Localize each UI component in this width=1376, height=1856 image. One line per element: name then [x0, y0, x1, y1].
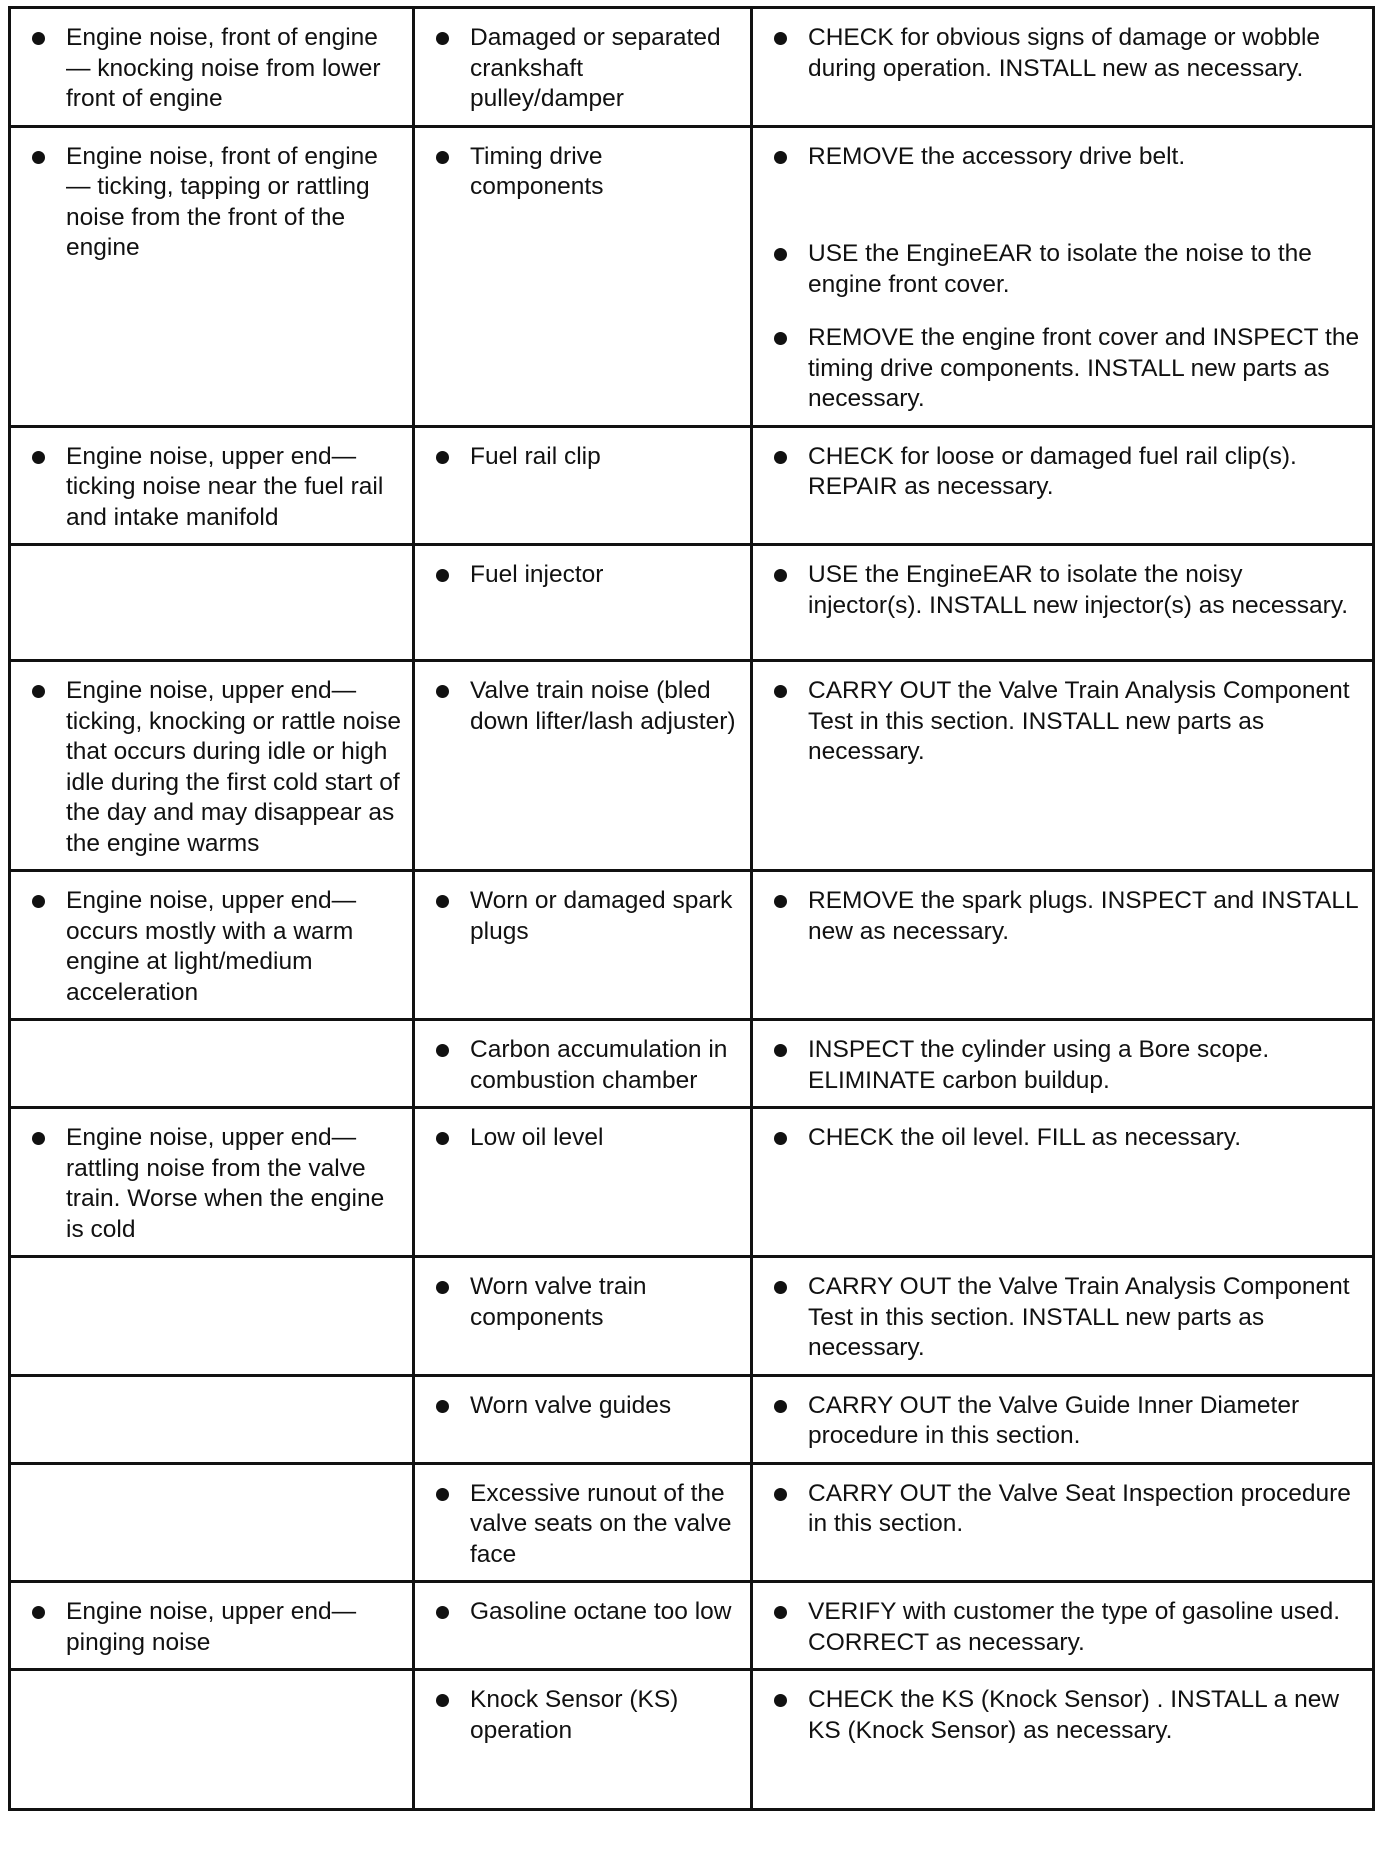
- action-cell: [752, 426, 1374, 545]
- table-row: [10, 1582, 1374, 1670]
- action-cell: [752, 1582, 1374, 1670]
- table-row: [10, 126, 1374, 426]
- source-cell: [414, 1463, 752, 1582]
- action-cell: [752, 8, 1374, 127]
- action-text: CARRY OUT the Valve Guide Inner Diameter procedure in this section.: [763, 1391, 1362, 1452]
- source-text: Valve train noise (bled down lifter/lash adjuster): [425, 676, 740, 737]
- source-text: Damaged or separated crankshaft pulley/damper: [425, 23, 740, 115]
- source-text: Carbon accumulation in combustion chamber: [425, 1035, 740, 1096]
- condition-cell: [10, 1375, 414, 1463]
- source-cell: [414, 1670, 752, 1810]
- condition-text: Engine noise, front of engine— ticking, tapping or rattling noise from the front of the engine: [21, 142, 402, 264]
- source-text: Knock Sensor (KS) operation: [425, 1685, 740, 1746]
- condition-cell: [10, 545, 414, 661]
- condition-cell: [10, 1108, 414, 1257]
- action-cell: [752, 1375, 1374, 1463]
- condition-text: Engine noise, upper end— ticking noise near the fuel rail and intake manifold: [21, 442, 402, 534]
- action-text: CHECK the oil level. FILL as necessary.: [763, 1123, 1362, 1154]
- action-text: INSPECT the cylinder using a Bore scope. ELIMINATE carbon buildup.: [763, 1035, 1362, 1096]
- condition-cell: [10, 661, 414, 871]
- table-row: [10, 1375, 1374, 1463]
- condition-cell: [10, 1670, 414, 1810]
- action-text: CHECK the KS (Knock Sensor) . INSTALL a new KS (Knock Sensor) as necessary.: [763, 1685, 1362, 1746]
- table-row: [10, 426, 1374, 545]
- table-row: [10, 1670, 1374, 1810]
- action-cell: [752, 1670, 1374, 1810]
- condition-text: Engine noise, upper end— pinging noise: [21, 1597, 402, 1658]
- table-row: [10, 661, 1374, 871]
- source-text: Worn valve train components: [425, 1272, 740, 1333]
- condition-cell: [10, 1463, 414, 1582]
- action-cell: [752, 1257, 1374, 1376]
- action-text: REMOVE the spark plugs. INSPECT and INSTALL new as necessary.: [763, 886, 1362, 947]
- table-row: [10, 1257, 1374, 1376]
- action-cell: [752, 545, 1374, 661]
- action-cell: [752, 1108, 1374, 1257]
- table-row: [10, 1108, 1374, 1257]
- action-text: REMOVE the accessory drive belt.: [763, 142, 1362, 173]
- action-text: USE the EngineEAR to isolate the noise to the engine front cover.: [763, 239, 1362, 300]
- source-cell: [414, 1108, 752, 1257]
- source-cell: [414, 8, 752, 127]
- condition-cell: [10, 8, 414, 127]
- action-text: REMOVE the engine front cover and INSPECT the timing drive components. INSTALL new parts as necessary.: [763, 323, 1362, 415]
- table-row: [10, 871, 1374, 1020]
- source-cell: [414, 1375, 752, 1463]
- action-cell: [752, 1463, 1374, 1582]
- table-row: [10, 1463, 1374, 1582]
- condition-cell: [10, 1582, 414, 1670]
- action-text: CARRY OUT the Valve Train Analysis Component Test in this section. INSTALL new parts as necessary.: [763, 1272, 1362, 1364]
- action-text: CARRY OUT the Valve Seat Inspection procedure in this section.: [763, 1479, 1362, 1540]
- action-text: VERIFY with customer the type of gasoline used. CORRECT as necessary.: [763, 1597, 1362, 1658]
- action-text: CHECK for loose or damaged fuel rail clip(s). REPAIR as necessary.: [763, 442, 1362, 503]
- action-cell: [752, 661, 1374, 871]
- condition-cell: [10, 426, 414, 545]
- condition-cell: [10, 126, 414, 426]
- source-text: Worn or damaged spark plugs: [425, 886, 740, 947]
- table-row: [10, 8, 1374, 127]
- action-cell: [752, 126, 1374, 426]
- source-cell: [414, 426, 752, 545]
- condition-text: Engine noise, upper end— rattling noise from the valve train. Worse when the engine is cold: [21, 1123, 402, 1245]
- source-text: Fuel injector: [425, 560, 740, 591]
- source-cell: [414, 1582, 752, 1670]
- source-text: Excessive runout of the valve seats on the valve face: [425, 1479, 740, 1571]
- action-text: CHECK for obvious signs of damage or wobble during operation. INSTALL new as necessary.: [763, 23, 1362, 84]
- condition-text: Engine noise, upper end— occurs mostly with a warm engine at light/medium acceleration: [21, 886, 402, 1008]
- source-text: Fuel rail clip: [425, 442, 740, 473]
- condition-text: Engine noise, upper end— ticking, knocking or rattle noise that occurs during idle or high idle during the first cold start of the day and may disappear as the engine warms: [21, 676, 402, 859]
- action-cell: [752, 871, 1374, 1020]
- action-cell: [752, 1020, 1374, 1108]
- condition-cell: [10, 871, 414, 1020]
- source-text: Gasoline octane too low: [425, 1597, 740, 1628]
- source-cell: [414, 126, 752, 426]
- source-cell: [414, 1020, 752, 1108]
- table-row: [10, 545, 1374, 661]
- source-text: Timing drive components: [425, 142, 740, 203]
- diagnosis-table: [8, 6, 1375, 1811]
- action-text: USE the EngineEAR to isolate the noisy injector(s). INSTALL new injector(s) as necessary.: [763, 560, 1362, 621]
- condition-cell: [10, 1257, 414, 1376]
- source-text: Low oil level: [425, 1123, 740, 1154]
- condition-text: Engine noise, front of engine— knocking noise from lower front of engine: [21, 23, 402, 115]
- table-row: [10, 1020, 1374, 1108]
- source-cell: [414, 1257, 752, 1376]
- source-cell: [414, 545, 752, 661]
- action-text: CARRY OUT the Valve Train Analysis Component Test in this section. INSTALL new parts as necessary.: [763, 676, 1362, 768]
- source-cell: [414, 871, 752, 1020]
- source-text: Worn valve guides: [425, 1391, 740, 1422]
- condition-cell: [10, 1020, 414, 1108]
- source-cell: [414, 661, 752, 871]
